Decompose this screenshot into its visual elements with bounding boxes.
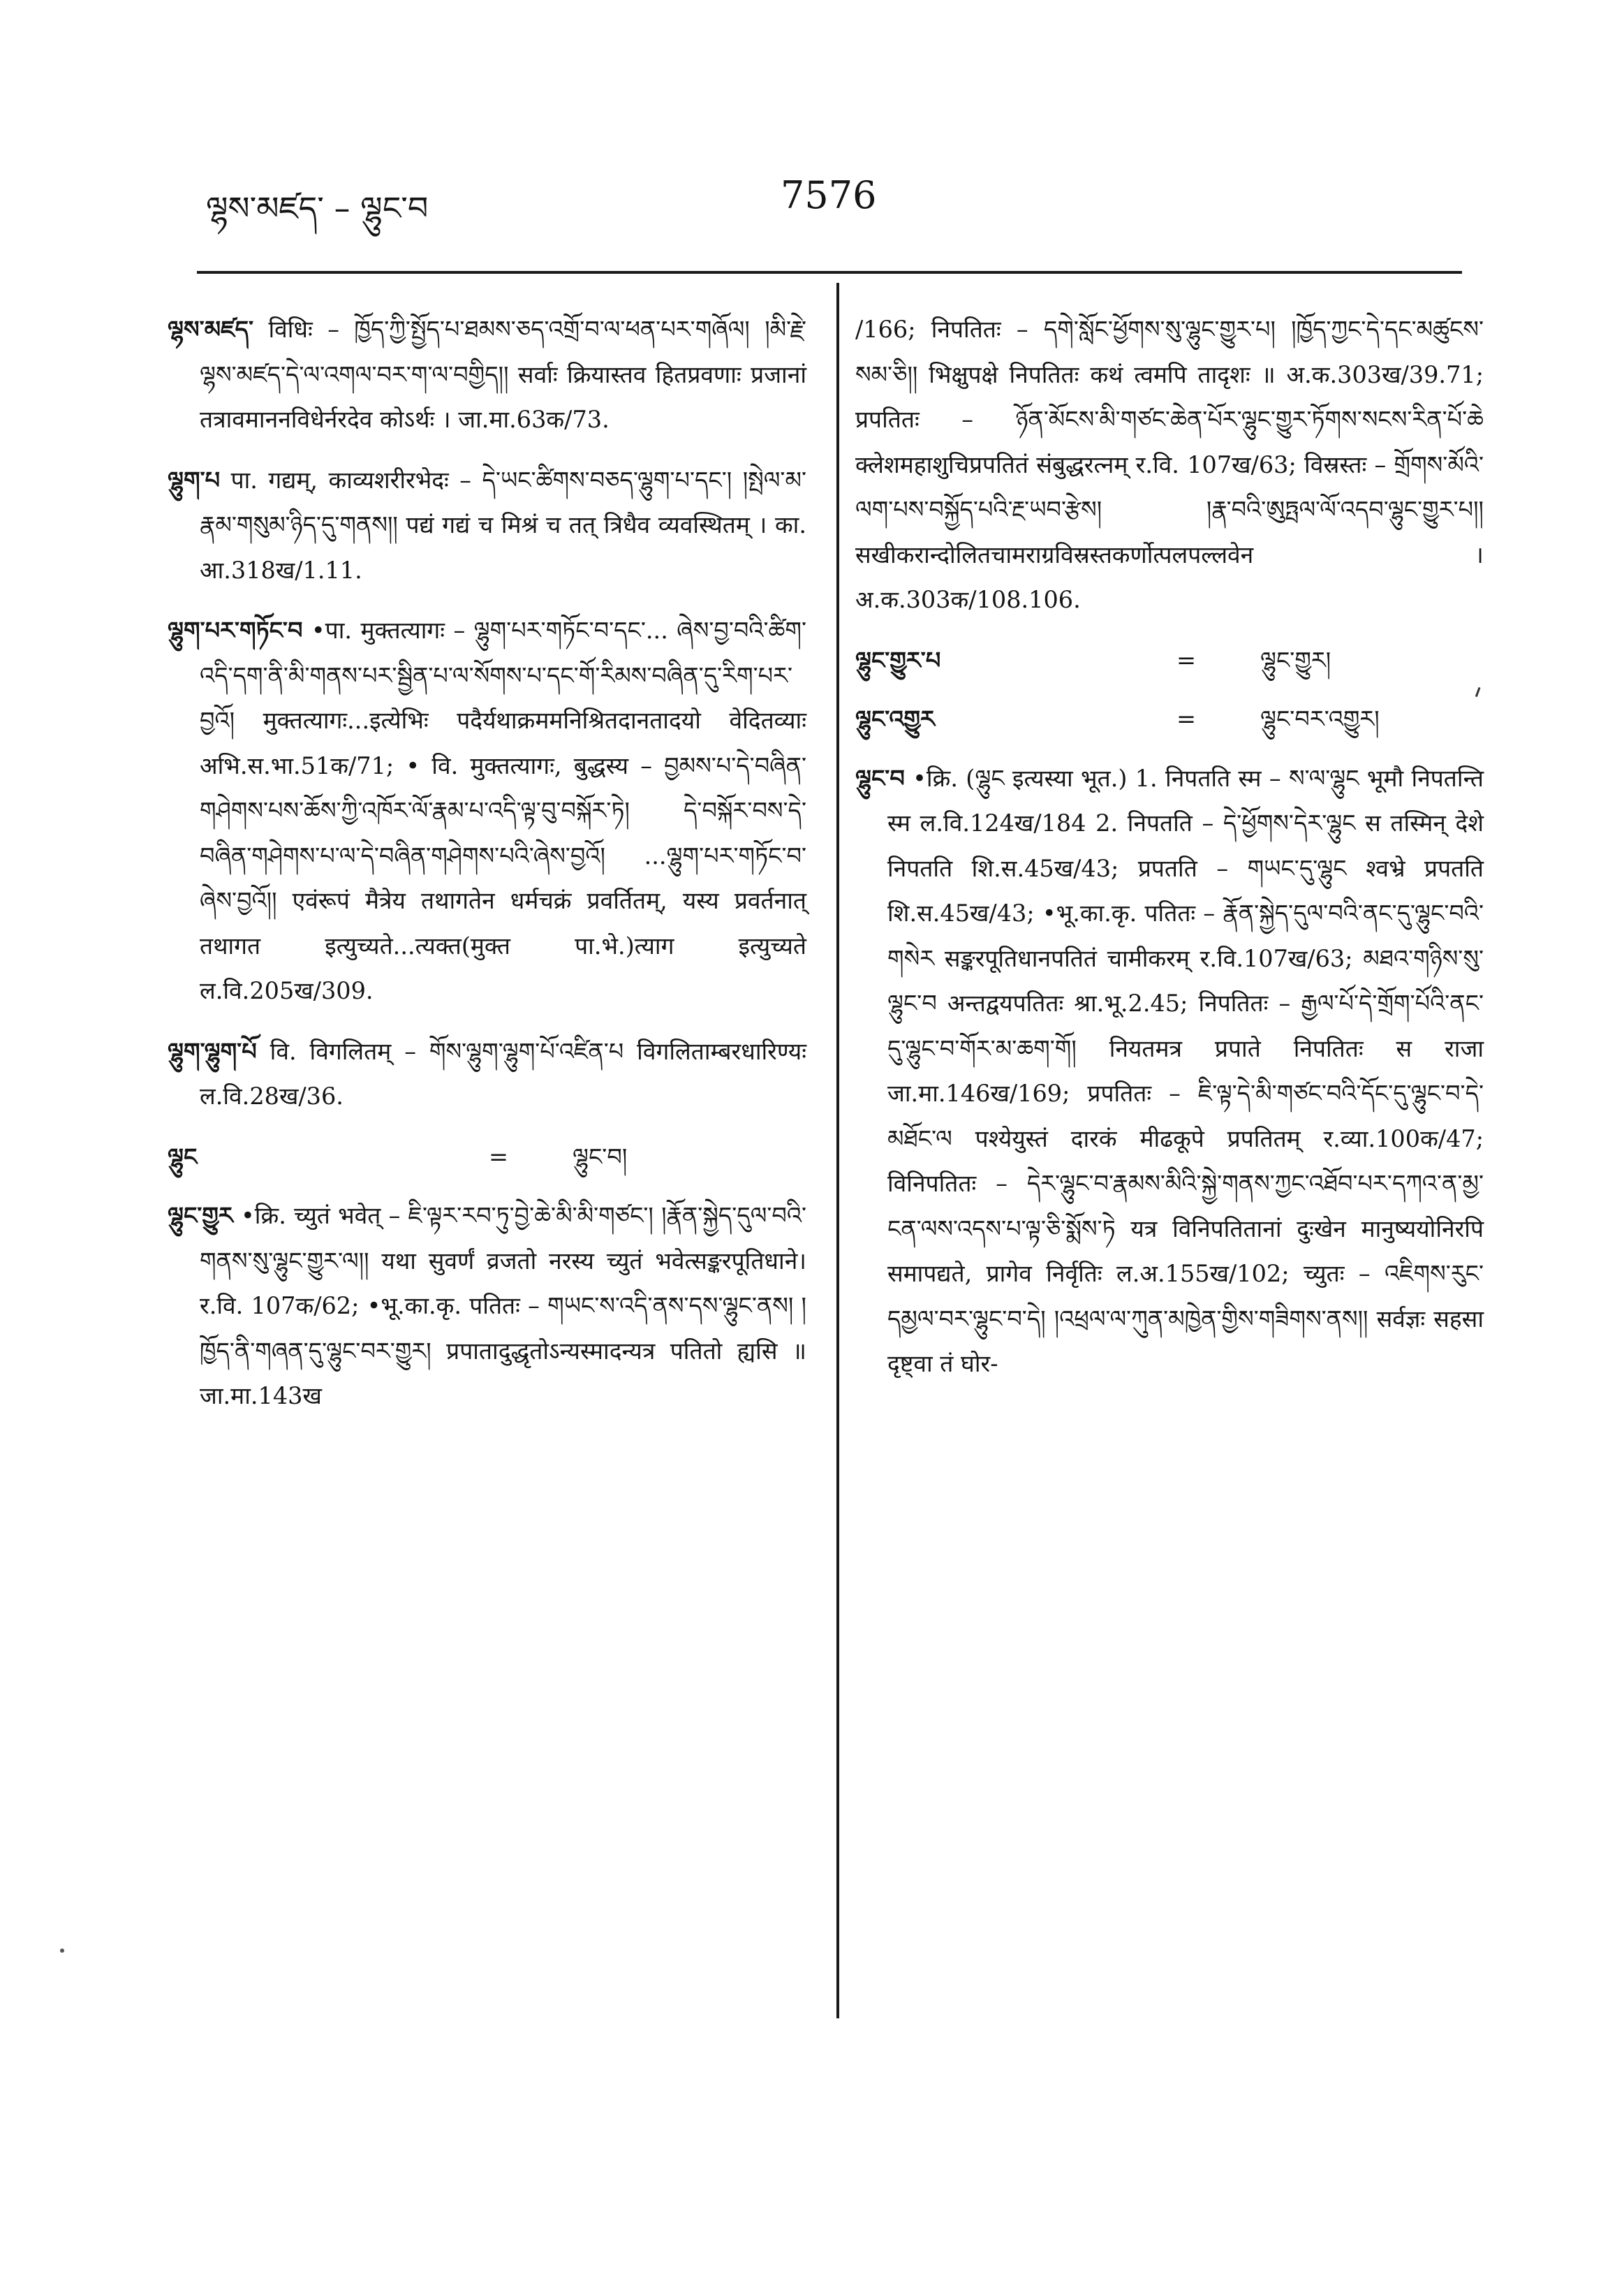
entry-headword: ལྷུག་པ (168, 466, 221, 494)
running-head: ལྷས་མཛད་ – ལྷུང་བ (206, 189, 429, 227)
page-number: 7576 (781, 173, 877, 217)
dictionary-entry (168, 307, 806, 443)
xref-headword: ལྷུང་འགྱུར (855, 705, 935, 733)
right-column (855, 307, 1484, 1402)
cross-reference (168, 1135, 806, 1180)
xref-equals: = (1176, 705, 1197, 733)
dictionary-entry (168, 1194, 806, 1419)
entry-headword: ལྷུག་པར་གཏོང་བ (168, 617, 303, 644)
xref-target: ལྷུང་བར་འགྱུར། (1260, 705, 1380, 733)
dictionary-entry (168, 608, 806, 1014)
entry-text: •क्रि. च्युतं भवेत् – ཇི་ལྟར་རབ་ཏུ་བྱེ་ཆེ་མི་མི་གཙང་། །རྣོན་སྐྱེད་དུལ་བའི་གནས་སུ་ལྷུང་གྱུར་ལ།། यथा सुवर्णं व्रजतो नरस्य च्युतं भवेत्सङ्करपूतिधाने। र.वि. 107क/62; •भू.का.कृ. पतितः – གཡང་ས་འདི་ནས་དས་ལྷུང་ནས། །ཁྱོད་ནི་གཞན་དུ་ལྷུང་བར་གྱུར། प्रपातादुद्धृतोऽन्यस्मादन्यत्र पतितो ह्यसि ॥ जा.मा.143ख (200, 1202, 806, 1409)
cross-reference (855, 697, 1484, 742)
xref-equals: = (489, 1143, 509, 1170)
entry-text: /166; निपतितः – དགེ་སློང་ཕྱོགས་སུ་ལྷུང་གྱུར་པ། །ཁྱོད་ཀྱང་དེ་དང་མཚུངས་སམ་ཅི།། भिक्षुपक्षे निपतितः कथं त्वमपि तादृशः ॥ अ.क.303ख/39.71; प्रपतितः – ཉོན་མོངས་མི་གཙང་ཆེན་པོར་ལྷུང་གྱུར་ཏོགས་སངས་རིན་པོ་ཆེ क्लेशमहाशुचिप्रपतितं संबुद्धरत्नम् र.वि. 107ख/63; विस्रस्तः – གྲོགས་མོའི་ལག་པས་བསྐྱོད་པའི་རྔ་ཡབ་རྩེས། །རྣ་བའི་ཨུཏྤལ་ལོ་འདབ་ལྷུང་གྱུར་པ།། सखीकरान्दोलितचामराग्रविस्रस्तकर्णोत्पलपल्लवेन । अ.क.303क/108.106. (855, 316, 1484, 613)
entry-headword: ལྷུག་ལྷུག་པོ (168, 1037, 257, 1065)
left-column (168, 307, 806, 1434)
cross-reference (855, 638, 1484, 684)
dictionary-entry (168, 1029, 806, 1120)
entry-text: विधिः – ཁྱོད་ཀྱི་སྤྱོད་པ་ཐམས་ཅད་འགྲོ་བ་ལ་ཕན་པར་གཞོལ། །མི་རྗེ་ལྷས་མཛད་དེ་ལ་འགལ་བར་ག་ལ་བགྱིད།། सर्वाः क्रियास्तव हितप्रवणाः प्रजानां तत्रावमाननविधेर्नरदेव कोऽर्थः । जा.मा.63क/73. (200, 316, 806, 433)
stray-dot (60, 1948, 64, 1953)
entry-text: वि. विगलितम् – གོས་ལྷུག་ལྷུག་པོ་འཛིན་པ विगलिताम्बरधारिण्यः ल.वि.28ख/36. (200, 1037, 806, 1110)
page-header (0, 0, 1624, 265)
entry-text: पा. गद्यम्, काव्यशरीरभेदः – དེ་ཡང་ཚིགས་བཅད་ལྷུག་པ་དང་། །སྤེལ་མ་རྣམ་གསུམ་ཉིད་དུ་གནས།། पद्यं गद्यं च मिश्रं च तत् त्रिधैव व्यवस्थितम् । का. आ.318ख/1.11. (200, 466, 807, 584)
entry-text: •पा. मुक्तत्यागः – ལྷུག་པར་གཏོང་བ་དང་... ཞེས་བྱ་བའི་ཚིག་འདི་དག་ནི་མི་གནས་པར་སྦྱིན་པ་ལ་སོགས་པ་དང་གོ་རིམས་བཞིན་དུ་རིག་པར་བྱའོ། मुक्तत्यागः...इत्येभिः पदैर्यथाक्रममनिश्रितदानतादयो वेदितव्याः अभि.स.भा.51क/71; • वि. मुक्तत्यागः, बुद्धस्य – བྱམས་པ་དེ་བཞིན་གཤེགས་པས་ཆོས་ཀྱི་འཁོར་ལོ་རྣམ་པ་འདི་ལྟ་བུ་བསྐོར་ཏེ། དེ་བསྐོར་བས་དེ་བཞིན་གཤེགས་པ་ལ་དེ་བཞིན་གཤེགས་པའི་ཞེས་བྱའོ། ...ལྷུག་པར་གཏོང་བ་ཞེས་བྱའོ།། एवंरूपं मैत्रेय तथागतेन धर्मचक्रं प्रवर्तितम्, यस्य प्रवर्तनात् तथागत इत्युच्यते...त्यक्त(मुक्त पा.भे.)त्याग इत्युच्यते ल.वि.205ख/309. (200, 617, 806, 1004)
dictionary-entry (855, 756, 1484, 1387)
continued-entry (855, 307, 1484, 623)
dictionary-entry (168, 458, 806, 594)
column-divider (836, 283, 839, 2018)
xref-headword: ལྷུང (168, 1143, 198, 1170)
xref-target: ལྷུང་བ། (573, 1143, 628, 1170)
header-rule (197, 271, 1462, 274)
xref-equals: = (1176, 646, 1197, 674)
entry-headword: ལྷུང་གྱུར (168, 1202, 233, 1229)
xref-target: ལྷུང་གྱུར། (1260, 646, 1331, 674)
xref-headword: ལྷུང་གྱུར་པ (855, 646, 941, 674)
entry-text: •क्रि. (ལྷུང इत्यस्या भूत.) 1. निपतति स्म – ས་ལ་ལྷུང भूमौ निपतन्ति स्म ल.वि.124ख/184 2. निपतति – དེ་ཕྱོགས་དེར་ལྷུང स तस्मिन् देशे निपतति शि.स.45ख/43; प्रपतति – གཡང་དུ་ལྷུང श्वभ्रे प्रपतति शि.स.45ख/43; •भू.का.कृ. पतितः – རྣོན་སྐྱེད་དུལ་བའི་ནང་དུ་ལྷུང་བའི་གསེར सङ्करपूतिधानपतितं चामीकरम् र.वि.107ख/63; མཐའ་གཉིས་སུ་ལྷུང་བ अन्तद्वयपतितः श्रा.भू.2.45; निपतितः – རྒྱལ་པོ་དེ་གྲོག་པོའི་ནང་དུ་ལྷུང་བ་གོར་མ་ཆག་གོ། नियतमत्र प्रपाते निपतितः स राजा जा.मा.146ख/169; प्रपतितः – ཇི་ལྟ་དེ་མི་གཙང་བའི་དོང་དུ་ལྷུང་བ་དེ་མཐོང་ལ पश्येयुस्तं दारकं मीढकूपे प्रपतितम् र.व्या.100क/47; विनिपतितः – དེར་ལྷུང་བ་རྣམས་མིའི་སྐྱེ་གནས་ཀྱང་འཐོབ་པར་དཀའ་ན་མྱ་ངན་ལས་འདས་པ་ལྟ་ཅི་སྨོས་ཏེ यत्र विनिपतितानां दुःखेन मानुष्ययोनिरपि समापद्यते, प्रागेव निर्वृतिः ल.अ.155ख/102; च्युतः – འཇིགས་རུང་དམྱལ་བར་ལྷུང་བ་དེ། །འཕྲལ་ལ་ཀུན་མཁྱེན་གྱིས་གཟིགས་ནས།། सर्वज्ञः सहसा दृष्ट्वा तं घोर- (887, 764, 1484, 1377)
entry-headword: ལྷུང་བ (855, 764, 905, 792)
entry-headword: ལྷས་མཛད་ (168, 316, 254, 343)
